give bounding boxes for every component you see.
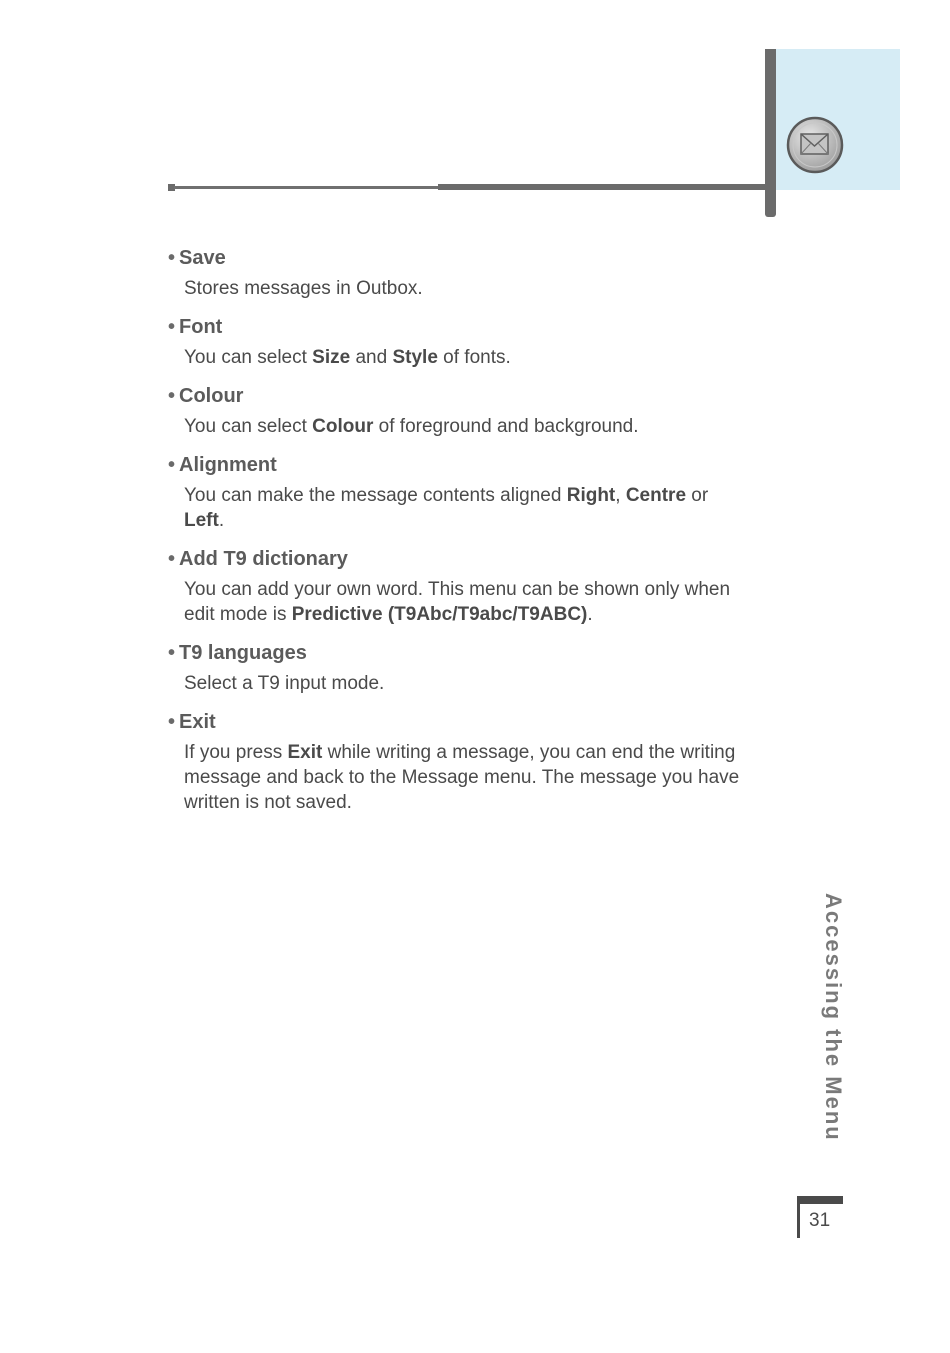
menu-option-title-text: Alignment xyxy=(179,454,277,476)
menu-option-title xyxy=(168,382,808,410)
menu-option-item xyxy=(168,382,808,439)
message-envelope-icon xyxy=(786,116,844,174)
menu-option-description xyxy=(184,276,808,301)
menu-option-item xyxy=(168,451,808,533)
menu-option-title-text: Colour xyxy=(179,385,244,407)
description-emphasis: Size xyxy=(312,347,351,368)
page-number-box xyxy=(797,1196,843,1238)
menu-option-description xyxy=(184,577,808,627)
description-emphasis: Style xyxy=(392,347,438,368)
description-emphasis: Exit xyxy=(287,742,323,763)
menu-option-title-text: Font xyxy=(179,316,223,338)
bullet-icon: • xyxy=(168,454,176,476)
menu-option-title xyxy=(168,313,808,341)
menu-option-title xyxy=(168,244,808,272)
description-text: and xyxy=(350,347,393,368)
section-side-label: Accessing the Menu xyxy=(821,893,846,1142)
description-text: Select a T9 input mode. xyxy=(184,673,385,694)
menu-option-item xyxy=(168,545,808,627)
menu-option-title xyxy=(168,545,808,573)
menu-option-description xyxy=(184,740,808,815)
header-vertical-bar xyxy=(765,49,776,217)
description-emphasis: Predictive (T9Abc/T9abc/T9ABC) xyxy=(291,604,588,625)
description-emphasis: Right xyxy=(566,485,616,506)
description-text: while writing a message, you can end the writing xyxy=(322,742,736,763)
bullet-icon: • xyxy=(168,711,176,733)
menu-option-title xyxy=(168,708,808,736)
page-number-divider xyxy=(797,1196,800,1238)
description-text: You can make the message contents aligned xyxy=(184,485,567,506)
page-number: 31 xyxy=(809,1210,831,1231)
description-text: You can select xyxy=(184,347,313,368)
description-text: edit mode is xyxy=(184,604,292,625)
menu-option-description xyxy=(184,345,808,370)
menu-option-title-text: Save xyxy=(179,247,226,269)
description-emphasis: Colour xyxy=(312,416,374,437)
menu-option-description xyxy=(184,414,808,439)
menu-option-title-text: Add T9 dictionary xyxy=(179,548,348,570)
menu-option-title-text: Exit xyxy=(179,711,216,733)
menu-option-item xyxy=(168,313,808,370)
bullet-icon: • xyxy=(168,385,176,407)
description-text: If you press xyxy=(184,742,288,763)
description-emphasis: Centre xyxy=(625,485,687,506)
menu-option-title-text: T9 languages xyxy=(179,642,307,664)
menu-option-item xyxy=(168,639,808,696)
description-text: You can select xyxy=(184,416,313,437)
description-text: written is not saved. xyxy=(184,792,352,813)
menu-option-title xyxy=(168,639,808,667)
menu-option-description xyxy=(184,483,808,533)
bullet-icon: • xyxy=(168,548,176,570)
header-rule-thin xyxy=(174,186,440,189)
description-text: of foreground and background. xyxy=(373,416,639,437)
page-number-rule xyxy=(797,1196,843,1204)
bullet-icon: • xyxy=(168,642,176,664)
menu-option-description xyxy=(184,671,808,696)
menu-option-item xyxy=(168,244,808,301)
description-text: message and back to the Message menu. The message you have xyxy=(184,767,740,788)
menu-option-item xyxy=(168,708,808,815)
description-text: Stores messages in Outbox. xyxy=(184,278,423,299)
description-text: or xyxy=(686,485,709,506)
description-emphasis: Left xyxy=(184,510,219,531)
description-text: . xyxy=(218,510,225,531)
description-text: . xyxy=(587,604,593,625)
menu-option-title xyxy=(168,451,808,479)
header-rule-thick xyxy=(438,184,768,190)
description-text: , xyxy=(615,485,626,506)
bullet-icon: • xyxy=(168,247,176,269)
description-text: You can add your own word. This menu can be shown only when xyxy=(184,579,731,600)
menu-options-list xyxy=(168,244,808,827)
bullet-icon: • xyxy=(168,316,176,338)
description-text: of fonts. xyxy=(437,347,511,368)
